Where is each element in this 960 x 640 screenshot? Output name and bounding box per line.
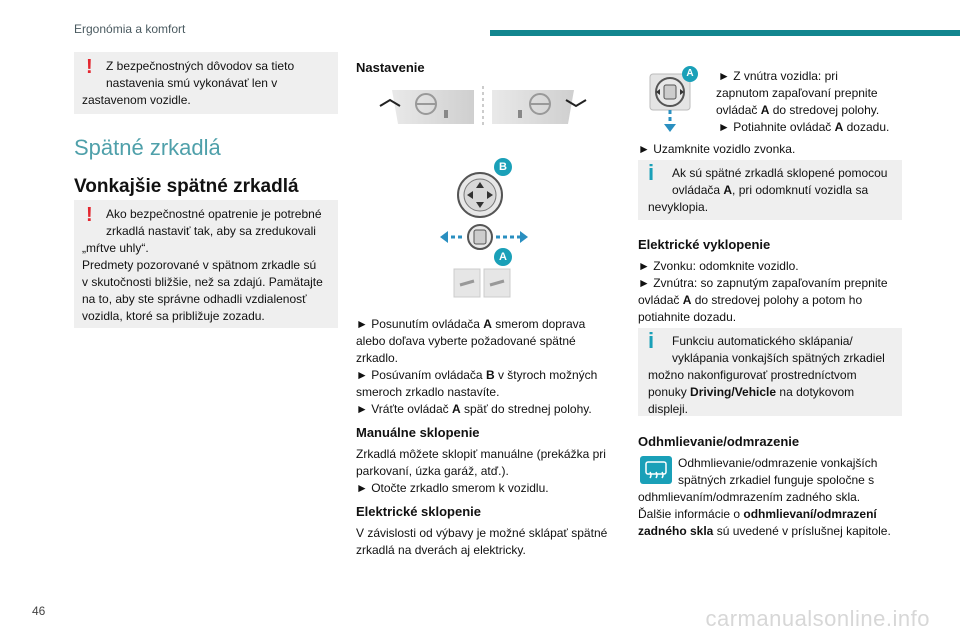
adjust-line1: ► Posunutím ovládača A smerom doprava: [356, 317, 586, 331]
mirror-control-illustration: [440, 155, 540, 305]
info-2-line1: Funkciu automatického sklápania/: [672, 334, 853, 348]
warning-1-line3: zastavenom vozidle.: [82, 93, 191, 107]
adjust-line3: zrkadlo.: [356, 351, 399, 365]
defog-line1: Odhmlievanie/odmrazenie vonkajších: [678, 456, 878, 470]
defog-line3: odhmlievaním/odmrazením zadného skla.: [638, 490, 861, 504]
info-note-1: [638, 160, 902, 220]
label-a-badge: A: [494, 248, 512, 266]
info-2-line4: ponuky Driving/Vehicle na dotykovom: [648, 385, 855, 399]
info-icon: i: [648, 328, 655, 353]
page-number: 46: [32, 604, 46, 618]
warning-icon: !: [86, 204, 93, 226]
adjust-line2: alebo doľava vyberte požadované spätné: [356, 334, 576, 348]
defog-line4: Ďalšie informácie o odhmlievaní/odmrazení: [638, 507, 877, 521]
inside-line1: ► Z vnútra vozidla: pri: [718, 69, 838, 83]
section-title: Spätné zrkadlá: [74, 135, 221, 160]
warning-2-line1: Ako bezpečnostné opatrenie je potrebné: [106, 207, 322, 221]
inside-line4: ► Potiahnite ovládač A dozadu.: [718, 120, 890, 134]
mirror-illustration-pair: [378, 84, 588, 130]
watermark: carmanualsonline.info: [705, 606, 930, 631]
unfold-line3: ovládač A do stredovej polohy a potom ho: [638, 293, 863, 307]
warning-2-line3: „mŕtve uhly“.: [82, 241, 149, 255]
warning-1-line1: Z bezpečnostných dôvodov sa tieto: [106, 59, 295, 73]
warning-2-line2: zrkadlá nastaviť tak, aby sa zredukovali: [106, 224, 316, 238]
header-accent-bar: [490, 30, 960, 36]
unfold-line2: ► Zvnútra: so zapnutým zapaľovaním prepnite: [638, 276, 888, 290]
info-2-line3: možno nakonfigurovať prostredníctvom: [648, 368, 857, 382]
running-header: Ergonómia a komfort: [74, 22, 186, 36]
adjust-line6: ► Vráťte ovládač A späť do strednej polohy.: [356, 402, 592, 416]
heading-defog: Odhmlievanie/odmrazenie: [638, 434, 800, 449]
subsection-title: Vonkajšie spätné zrkadlá: [74, 176, 299, 197]
warning-1-line2: nastavenia smú vykonávať len v: [106, 76, 278, 90]
label-b-badge: B: [494, 158, 512, 176]
warning-icon: !: [86, 56, 93, 78]
manual-line2: parkovaní, úzka garáž, atď.).: [356, 464, 509, 478]
warning-2-line7: vozidla, ktoré sa približuje zozadu.: [82, 309, 265, 323]
electric-line1: V závislosti od výbavy je možné sklápať spätné: [356, 526, 608, 540]
warning-note-1: [74, 52, 338, 114]
warning-2-line4: Predmety pozorované v spätnom zrkadle sú: [82, 258, 317, 272]
info-2-line5: displeji.: [648, 402, 689, 416]
info-note-2: [638, 328, 902, 416]
right-dashboard-illustration: [492, 90, 586, 124]
manual-line3: ► Otočte zrkadlo smerom k vozidlu.: [356, 481, 549, 495]
info-1-line2: ovládača A, pri odomknutí vozidla sa: [672, 183, 869, 197]
label-a-badge-col3: A: [682, 66, 698, 82]
info-1-line3: nevyklopia.: [648, 200, 709, 214]
info-2-line2: vyklápania vonkajších spätných zrkadiel: [672, 351, 885, 365]
unfold-line4: potiahnite dozadu.: [638, 310, 737, 324]
inside-line2: zapnutom zapaľovaní prepnite: [716, 86, 878, 100]
warning-2-line5: v skutočnosti bližšie, než sa zdajú. Pamätajte: [82, 275, 323, 289]
defog-line5: zadného skla sú uvedené v príslušnej kapitole.: [638, 524, 891, 538]
unfold-line1: ► Zvonku: odomknite vozidlo.: [638, 259, 799, 273]
adjust-line4: ► Posúvaním ovládača B v štyroch možných: [356, 368, 598, 382]
inside-line3: ovládač A do stredovej polohy.: [716, 103, 880, 117]
manual-line1: Zrkadlá môžete sklopiť manuálne (prekážka pri: [356, 447, 606, 461]
heading-nastavenie: Nastavenie: [356, 60, 425, 75]
electric-line2: zrkadlá na dverách aj elektricky.: [356, 543, 526, 557]
info-1-line1: Ak sú spätné zrkadlá sklopené pomocou: [672, 166, 888, 180]
warning-note-2: [74, 200, 338, 328]
heading-manual-fold: Manuálne sklopenie: [356, 425, 480, 440]
heading-electric-fold: Elektrické sklopenie: [356, 504, 482, 519]
rear-defrost-icon: [640, 456, 672, 484]
adjust-line5: smeroch zrkadlo nastavíte.: [356, 385, 500, 399]
warning-2-line6: na to, aby ste správne odhadli vzdialenosť: [82, 292, 307, 306]
lock-line: ► Uzamknite vozidlo zvonka.: [638, 142, 796, 156]
heading-electric-unfold: Elektrické vyklopenie: [638, 237, 771, 252]
left-dashboard-illustration: [380, 90, 474, 124]
info-icon: i: [648, 160, 655, 185]
defog-line2: spätných zrkadiel funguje spoločne s: [678, 473, 875, 487]
